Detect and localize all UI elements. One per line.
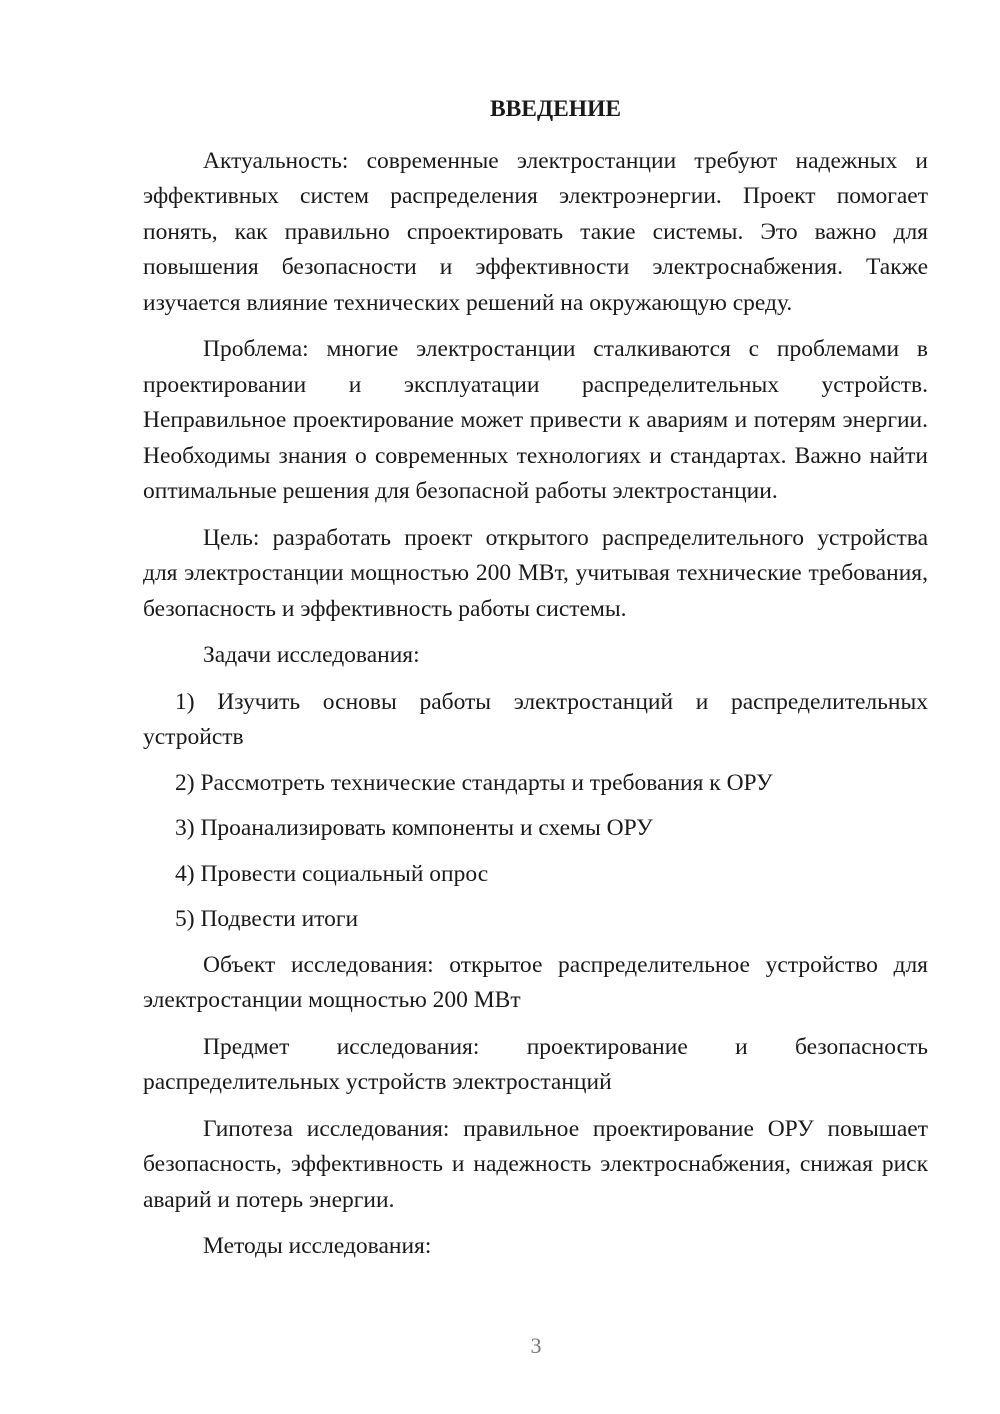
- task-item-3: 3) Проанализировать компоненты и схемы ОРУ: [175, 815, 653, 841]
- tasks-heading: Задачи исследования:: [203, 642, 420, 668]
- task-item-4: 4) Провести социальный опрос: [175, 860, 489, 887]
- problem-paragraph: Проблема: многие электростанции сталкиваются с проблемами в проектировании и эксплуатации распределительных устройств. Неправильное проектирование может привести к авариям и потерям энергии. Необходимы знания о современных технологиях и стандартах. Важно найти оптимальные решения для безопасной работы электростанции.: [143, 336, 928, 504]
- task-item-2: 2) Рассмотреть технические стандарты и требования к ОРУ: [175, 769, 773, 796]
- object-paragraph: Объект исследования: открытое распределительное устройство для электростанции мощностью 200 МВт: [143, 951, 928, 1013]
- section-title: ВВЕДЕНИЕ: [489, 96, 622, 122]
- subject-paragraph: Предмет исследования: проектирование и безопасность распределительных устройств электростанций: [143, 1033, 928, 1095]
- task-item-5: 5) Подвести итоги: [175, 906, 359, 932]
- goal-paragraph: Цель: разработать проект открытого распределительного устройства для электростанции мощностью 200 МВт, учитывая технические требования, безопасность и эффективность работы системы.: [143, 524, 928, 622]
- methods-heading: Методы исследования:: [203, 1233, 432, 1259]
- hypothesis-paragraph: Гипотеза исследования: правильное проектирование ОРУ повышает безопасность, эффективность и надежность электроснабжения, снижая риск аварий и потерь энергии.: [143, 1115, 928, 1213]
- page-number: 3: [530, 1333, 542, 1358]
- task-item-1: 1) Изучить основы работы электростанций и распределительных устройств: [143, 688, 928, 750]
- document-body: [143, 92, 928, 1276]
- relevance-paragraph: Актуальность: современные электростанции требуют надежных и эффективных систем распределения электроэнергии. Проект помогает понять, как правильно спроектировать такие системы. Это важно для повышения безопасности и эффективности электроснабжения. Также изучается влияние технических решений на окружающую среду.: [143, 147, 928, 316]
